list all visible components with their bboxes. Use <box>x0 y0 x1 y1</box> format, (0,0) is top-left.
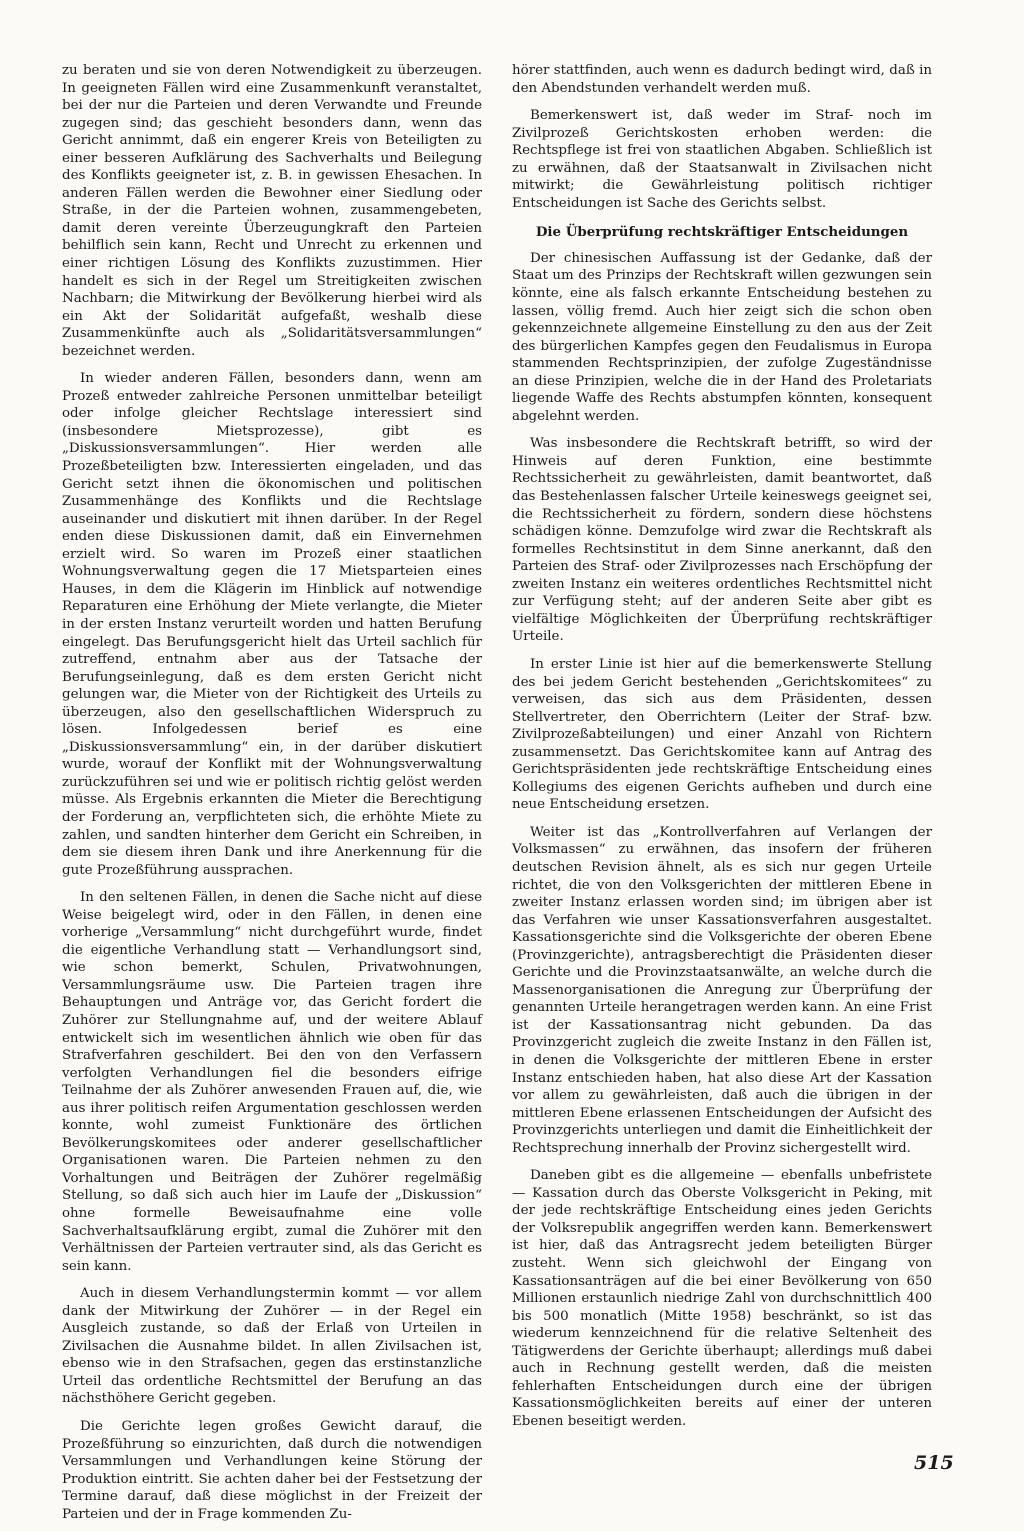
paragraph: Daneben gibt es die allgemeine — ebenfalls unbefristete — Kassation durch das Oberste Volksgericht in Peking, mit der jede rechtskräftige Entscheidung eines jeden Gerichts der Volksrepublik angegriffen werden kann. Bemerkenswert ist hier, daß das Antragsrecht jedem beteiligten Bürger zusteht. Wenn sich gleichwohl der Eingang von Kassationsanträgen auf die bei einer Bevölkerung von 650 Millionen erstaunlich niedrige Zahl von durchschnittlich 400 bis 500 monatlich (Mitte 1958) beschränkt, so ist das wiederum kennzeichnend für die relative Seltenheit des Tätigwerdens der Gerichte überhaupt; allerdings muß dabei auch in Rechnung gestellt werden, daß die meisten fehlerhaften Entscheidungen durch eine der übrigen Kassationsmöglichkeiten bereits auf einer der unteren Ebenen beseitigt werden. <box>512 1168 932 1429</box>
paragraph: Bemerkenswert ist, daß weder im Straf- noch im Zivilprozeß Gerichtskosten erhoben werden: die Rechtspflege ist frei von staatlichen Abgaben. Schließlich ist zu erwähnen, daß der Staatsanwalt in Zivilsachen nicht mitwirkt; die Gewährleistung politisch richtiger Entscheidungen ist Sache des Gerichts selbst. <box>512 108 932 211</box>
paragraph: Weiter ist das „Kontrollverfahren auf Verlangen der Volksmassen“ zu erwähnen, das insofern der früheren deutschen Revision ähnelt, als es sich nur gegen Urteile richtet, die von den Volksgerichten der mittleren Ebene in zweiter Instanz erlassen worden sind; im übrigen aber ist das Verfahren wie unser Kassationsverfahren ausgestaltet. Kassationsgerichte sind die Volksgerichte der oberen Ebene (Provinzgerichte), antragsberechtigt die Präsidenten dieser Gerichte und die Provinzstaatsanwälte, an welche durch die Massenorganisationen die Anregung zur Überprüfung der genannten Urteile herangetragen werden kann. An eine Frist ist der Kassationsantrag nicht gebunden. Da das Provinzgericht zugleich die zweite Instanz in den Fällen ist, in denen die Volksgerichte der mittleren Ebene in erster Instanz entschieden haben, hat also diese Art der Kassation vor allem zu gewährleisten, daß auch die übrigen in der mittleren Ebene erlassenen Entscheidungen der Aufsicht des Provinzgerichts unterliegen und damit die Einheitlichkeit der Rechtsprechung innerhalb der Provinz sichergestellt wird. <box>512 824 932 1156</box>
paragraph: In erster Linie ist hier auf die bemerkenswerte Stellung des bei jedem Gericht bestehenden „Gerichtskomitees“ zu verweisen, das sich aus dem Präsidenten, dessen Stellvertreter, den Oberrichtern (Leiter der Straf- bzw. Zivilprozeßabteilungen) und einer Anzahl von Richtern zusammensetzt. Das Gerichtskomitee kann auf Antrag des Gerichtspräsidenten jede rechtskräftige Entscheidung eines Kollegiums des eigenen Gerichts aufheben und durch eine neue Entscheidung ersetzen. <box>512 656 932 813</box>
paragraph: Auch in diesem Verhandlungstermin kommt — vor allem dank der Mitwirkung der Zuhörer — in der Regel ein Ausgleich zustande, so daß der Erlaß von Urteilen in Zivilsachen die Ausnahme bildet. In allen Zivilsachen ist, ebenso wie in den Strafsachen, gegen das erstinstanzliche Urteil das ordentliche Rechtsmittel der Berufung an das nächsthöhere Gericht gegeben. <box>62 1286 482 1407</box>
paragraph: Der chinesischen Auffassung ist der Gedanke, daß der Staat um des Prinzips der Rechtskraft willen gezwungen sein könnte, eine als falsch erkannte Entscheidung bestehen zu lassen, völlig fremd. Auch hier zeigt sich die schon oben gekennzeichnete allgemeine Einstellung zu den aus der Zeit des bürgerlichen Kampfes gegen den Feudalismus in Europa stammenden Rechtsprinzipien, der zufolge Zugeständnisse an diese Prinzipien, welche die in der Hand des Proletariats liegende Waffe des Rechts abstumpfen könnten, konsequent abgelehnt werden. <box>512 250 932 424</box>
paragraph: In wieder anderen Fällen, besonders dann, wenn am Prozeß entweder zahlreiche Personen unmittelbar beteiligt oder infolge gleicher Rechtslage interessiert sind (insbesondere Mietsprozesse), gibt es „Diskussionsversammlungen“. Hier werden alle Prozeßbeteiligten bzw. Interessierten eingeladen, und das Gericht setzt ihnen die ökonomischen und politischen Zusammenhänge des Konflikts und die Rechtslage auseinander und diskutiert mit ihnen darüber. In der Regel enden diese Diskussionen damit, daß ein Einvernehmen erzielt wird. So waren im Prozeß einer staatlichen Wohnungsverwaltung gegen die 17 Mietsparteien eines Hauses, in dem die Klägerin im Hinblick auf notwendige Reparaturen eine Erhöhung der Miete verlangte, die Mieter in der ersten Instanz verurteilt worden und hatten Berufung eingelegt. Das Berufungsgericht hielt das Urteil sachlich für zutreffend, entnahm aber aus der Tatsache der Berufungseinlegung, daß es dem ersten Gericht nicht gelungen war, die Mieter von der Richtigkeit des Urteils zu überzeugen, also den gesellschaftlichen Widerspruch zu lösen. Infolgedessen berief es eine „Diskussionsversammlung“ ein, in der darüber diskutiert wurde, worauf der Konflikt mit der Wohnungsverwaltung zurückzuführen sei und wie er politisch richtig gelöst werden müsse. Als Ergebnis erkannten die Mieter die Berechtigung der Forderung an, verpflichteten sich, die erhöhte Miete zu zahlen, und sandten hinterher dem Gericht ein Schreiben, in dem sie diesem ihren Dank und ihre Anerkennung für die gute Prozeßführung aussprachen. <box>62 371 482 878</box>
paragraph: Was insbesondere die Rechtskraft betrifft, so wird der Hinweis auf deren Funktion, eine bestimmte Rechtssicherheit zu gewährleisten, damit beantwortet, daß das Bestehenlassen falscher Urteile keineswegs geeignet sei, die Rechtssicherheit zu fördern, sondern diese höchstens schädigen könne. Demzufolge wird zwar die Rechtskraft als formelles Rechtsinstitut in dem Sinne anerkannt, daß den Parteien des Straf- oder Zivilprozesses nach Erschöpfung der zweiten Instanz ein weiteres ordentliches Rechtsmittel nicht zur Verfügung steht; auf der anderen Seite aber gibt es vielfältige Möglichkeiten der Überprüfung rechtskräftiger Urteile. <box>512 436 932 645</box>
paragraph: hörer stattfinden, auch wenn es dadurch bedingt wird, daß in den Abendstunden verhandelt werden muß. <box>512 63 932 96</box>
page-number: 515 <box>914 1452 954 1474</box>
paragraph: Die Gerichte legen großes Gewicht darauf, die Prozeßführung so einzurichten, daß durch die notwendigen Versammlungen und Verhandlungen keine Störung der Produktion eintritt. Sie achten daher bei der Festsetzung der Termine darauf, daß diese möglichst in der Freizeit der Parteien und der in Frage kommenden Zu- <box>62 1419 482 1522</box>
paragraph: zu beraten und sie von deren Notwendigkeit zu überzeugen. In geeigneten Fällen wird eine Zusammenkunft veranstaltet, bei der nur die Parteien und deren Verwandte und Freunde zugegen sind; das geschieht besonders dann, wenn das Gericht annimmt, daß ein engerer Kreis von Beteiligten zu einer besseren Aufklärung des Sachverhalts und Beilegung des Konflikts geeigneter ist, z. B. in gewissen Ehesachen. In anderen Fällen werden die Bewohner einer Siedlung oder Straße, in der die Parteien wohnen, zusammengebeten, damit deren vereinte Überzeugungkraft den Parteien behilflich sein kann, Recht und Unrecht zu erkennen und einer richtigen Lösung des Konflikts zuzustimmen. Hier handelt es sich in der Regel um Streitigkeiten zwischen Nachbarn; die Mitwirkung der Bevölkerung hierbei wird als ein Akt der Solidarität aufgefaßt, weshalb diese Zusammenkünfte auch als „Solidaritätsversammlungen“ bezeichnet werden. <box>62 63 482 359</box>
paragraph: In den seltenen Fällen, in denen die Sache nicht auf diese Weise beigelegt wird, oder in den Fällen, in denen eine vorherige „Versammlung“ nicht durchgeführt wurde, findet die eigentliche Verhandlung statt — Verhandlungsort sind, wie schon bemerkt, Schulen, Privatwohnungen, Versammlungsräume usw. Die Parteien tragen ihre Behauptungen und Anträge vor, das Gericht fordert die Zuhörer zur Stellungnahme auf, und der weitere Ablauf entwickelt sich im wesentlichen ähnlich wie oben für das Strafverfahren geschildert. Bei den von den Verfassern verfolgten Verhandlungen fiel die besonders eifrige Teilnahme der als Zuhörer anwesenden Frauen auf, die, wie aus ihrer politisch reifen Argumentation geschlossen werden konnte, wohl zumeist Funktionäre des örtlichen Bevölkerungskomitees oder anderer gesellschaftlicher Organisationen waren. Die Parteien nehmen zu den Vorhaltungen und Beiträgen der Zuhörer regelmäßig Stellung, so daß sich auch hier im Laufe der „Diskussion“ ohne formelle Beweisaufnahme eine volle Sachverhaltsaufklärung ergibt, zumal die Zuhörer mit den Verhältnissen der Parteien vertrauter sind, als das Gericht es sein kann. <box>62 890 482 1274</box>
section-heading: Die Überprüfung rechtskräftiger Entscheidungen <box>535 224 909 241</box>
right-column <box>512 62 932 1440</box>
left-column <box>62 62 482 1533</box>
